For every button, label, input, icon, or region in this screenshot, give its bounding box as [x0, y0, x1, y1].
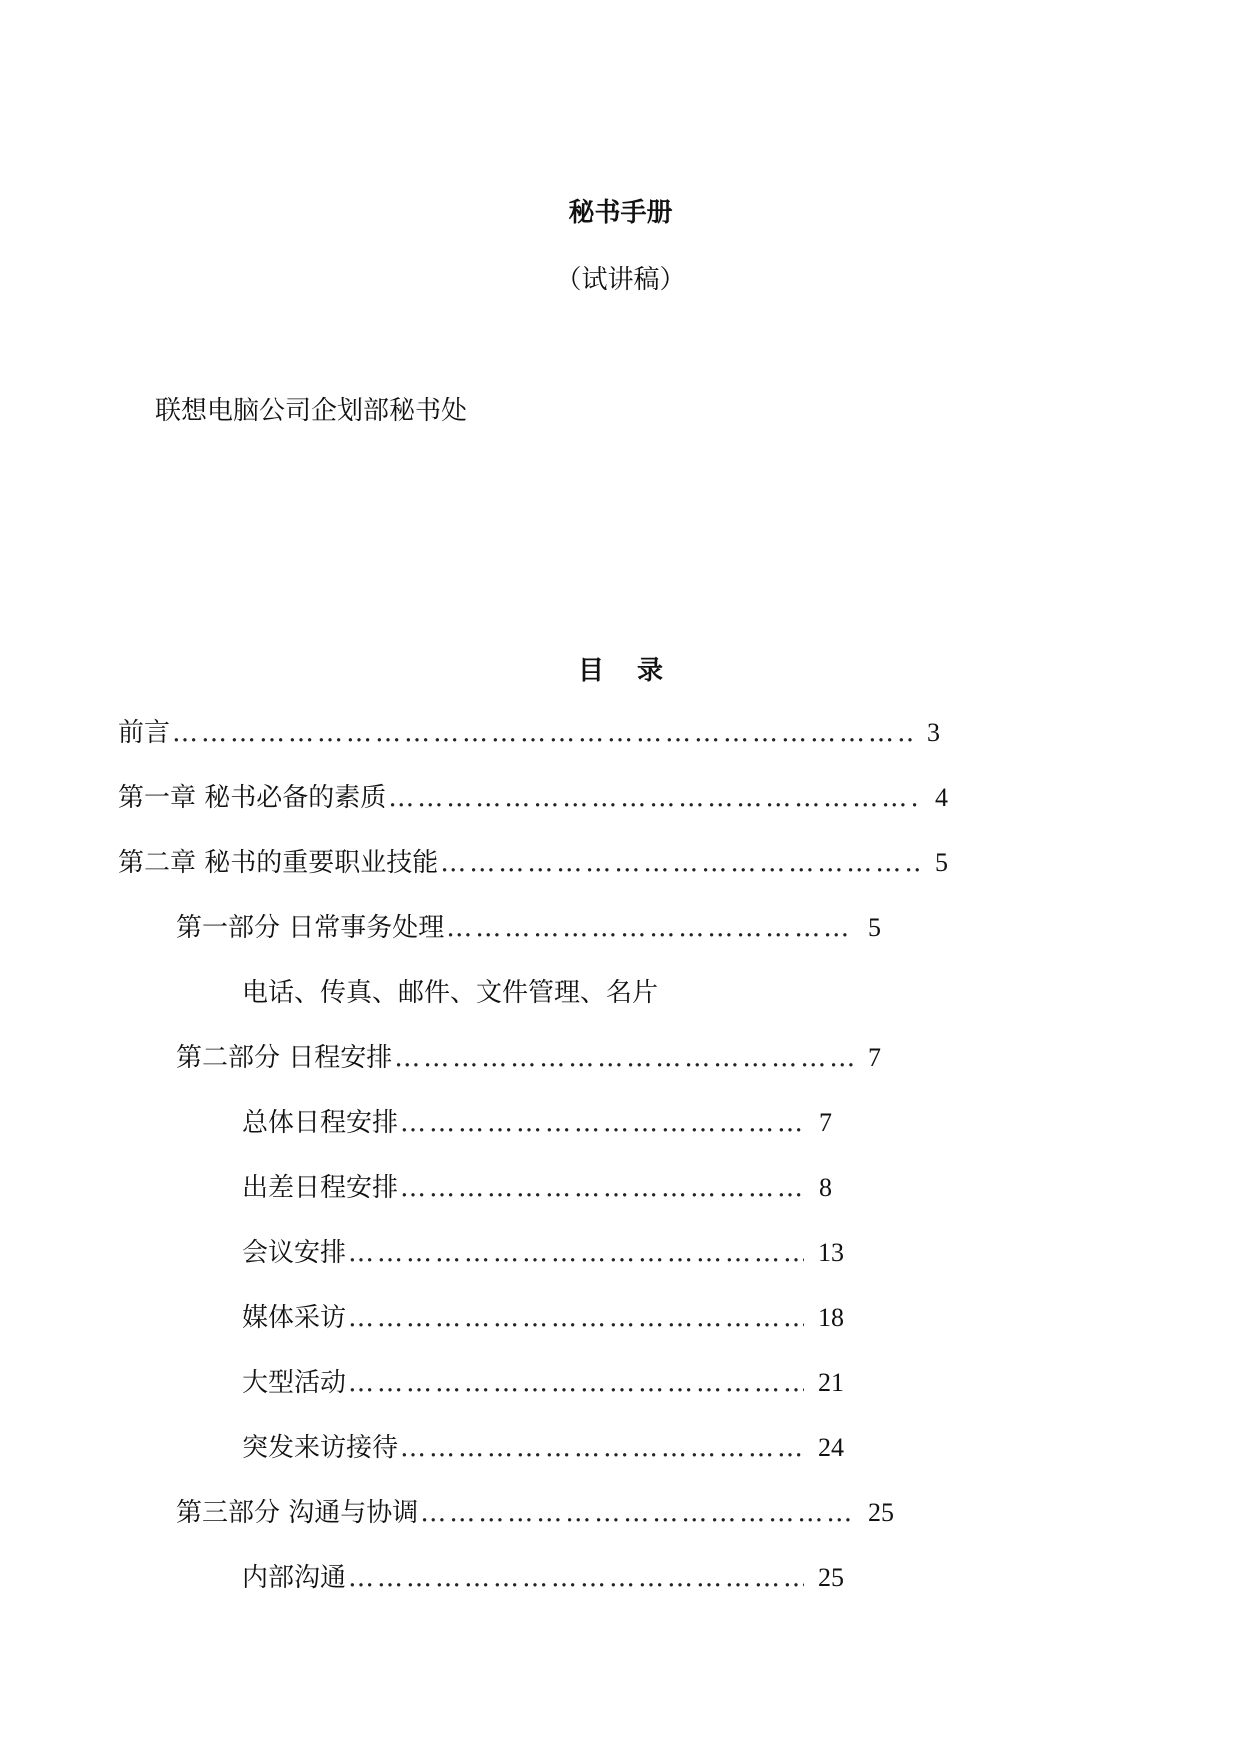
toc-entry-label: 总体日程安排 — [242, 1108, 399, 1138]
toc-entry-label: 前言 — [118, 718, 171, 748]
toc-leader-dots — [348, 1366, 804, 1400]
toc-entry[interactable] — [176, 1496, 894, 1530]
toc-entry-label: 出差日程安排 — [242, 1173, 399, 1203]
toc-entry-page: 4 — [935, 783, 948, 812]
toc-entry[interactable] — [242, 1431, 844, 1465]
toc-leader-dots — [388, 781, 921, 815]
toc-entry-page: 25 — [818, 1563, 844, 1592]
toc-entry-page: 7 — [868, 1043, 881, 1072]
toc-entry[interactable] — [242, 1236, 844, 1270]
toc-heading: 目 录 — [577, 656, 664, 686]
toc-entry-page: 7 — [819, 1108, 832, 1137]
toc-entry-page: 21 — [818, 1368, 844, 1397]
document-title: 秘书手册 — [568, 198, 673, 228]
toc-entry-label: 内部沟通 — [242, 1563, 347, 1593]
toc-leader-dots — [172, 716, 913, 750]
toc-entry[interactable] — [242, 1171, 832, 1205]
toc-entry[interactable] — [118, 716, 940, 750]
toc-leader-dots — [400, 1171, 805, 1205]
toc-entry-label: 第一章 秘书必备的素质 — [118, 783, 387, 813]
toc-entry-label: 第一部分 日常事务处理 — [176, 913, 445, 943]
toc-entry-label: 大型活动 — [242, 1368, 347, 1398]
toc-entry[interactable] — [242, 1366, 844, 1400]
toc-entry[interactable] — [242, 976, 762, 1010]
toc-leader-dots — [446, 911, 854, 945]
toc-entry-page: 13 — [818, 1238, 844, 1267]
toc-entry[interactable] — [118, 846, 948, 880]
document-subtitle: （试讲稿） — [555, 265, 686, 295]
toc-entry-label: 第二部分 日程安排 — [176, 1043, 393, 1073]
toc-entry-page: 5 — [868, 913, 881, 942]
toc-entry-label: 媒体采访 — [242, 1303, 347, 1333]
toc-entry-label: 突发来访接待 — [242, 1433, 399, 1463]
toc-leader-dots — [348, 1561, 804, 1595]
toc-leader-dots — [400, 1431, 804, 1465]
toc-entry-page: 3 — [927, 718, 940, 747]
toc-entry-page: 8 — [819, 1173, 832, 1202]
toc-entry-page: 25 — [868, 1498, 894, 1527]
toc-leader-dots — [400, 1106, 805, 1140]
toc-entry[interactable] — [242, 1106, 832, 1140]
toc-leader-dots — [348, 1301, 804, 1335]
toc-entry-label: 第三部分 沟通与协调 — [176, 1498, 419, 1528]
toc-entry-page: 5 — [935, 848, 948, 877]
toc-entry[interactable] — [176, 1041, 881, 1075]
toc-entry-label: 会议安排 — [242, 1238, 347, 1268]
toc-leader-dots — [420, 1496, 854, 1530]
toc-entry[interactable] — [242, 1301, 844, 1335]
toc-entry[interactable] — [118, 781, 948, 815]
toc-entry-label: 电话、传真、邮件、文件管理、名片 — [242, 978, 659, 1008]
toc-entry-label: 第二章 秘书的重要职业技能 — [118, 848, 439, 878]
toc-leader-dots — [440, 846, 921, 880]
organization-name: 联想电脑公司企划部秘书处 — [155, 396, 468, 426]
toc-entry[interactable] — [242, 1561, 844, 1595]
toc-entry-page: 18 — [818, 1303, 844, 1332]
toc-entry-page: 24 — [818, 1433, 844, 1462]
toc-leader-dots — [348, 1236, 804, 1270]
toc-leader-dots — [394, 1041, 854, 1075]
toc-entry[interactable] — [176, 911, 881, 945]
